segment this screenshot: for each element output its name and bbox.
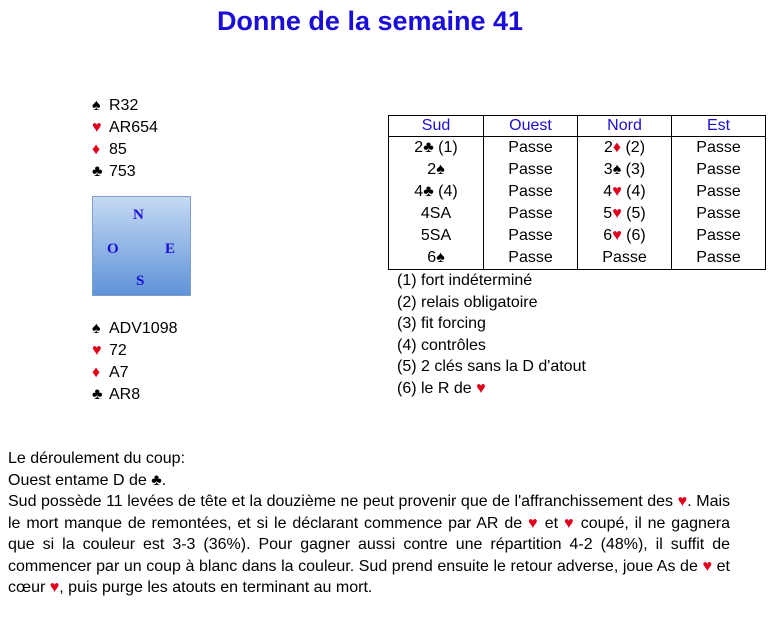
south-suit-line [92,362,178,384]
bidding-table [388,115,766,270]
bid-cell [672,203,766,225]
note-text: (5) 2 clés sans la D d'atout [397,358,586,375]
bid-cell [578,247,672,270]
bid-text: Passe [602,249,647,266]
bid-cell [389,137,484,160]
description-body [8,491,730,599]
card-holding: ADV1098 [109,320,178,337]
south-suit-line [92,318,178,340]
card-holding: AR654 [109,119,158,136]
bid-cell [389,159,484,181]
bid-note-ref: (3) [621,161,646,178]
bid-text: Passe [508,205,553,222]
bid-text: Passe [508,183,553,200]
bid-text: Passe [508,227,553,244]
heart-icon: ♥ [476,379,486,397]
note-item [397,313,586,335]
bid-cell [389,247,484,270]
bid-cell [578,159,672,181]
heart-icon: ♥ [563,514,575,532]
bid-text: Passe [696,227,741,244]
bid-text: 6 [427,249,437,266]
heart-icon: ♥ [92,342,102,359]
bid-note-ref: (4) [433,183,458,200]
bid-text: Passe [696,139,741,156]
north-suit-line [92,117,158,139]
heart-icon: ♥ [677,493,688,510]
bid-cell [484,247,578,270]
spade-icon: ♠ [92,97,101,114]
bid-text: 3 [603,161,613,178]
bid-text: 2 [414,139,424,156]
bid-cell [672,159,766,181]
note-item [397,270,586,292]
bidding-header-row [389,116,766,137]
bid-text: Passe [696,183,741,200]
bidding-row [389,225,766,247]
header-sud: Sud [389,116,484,137]
text-run: , puis purge les atouts en terminant au mort. [59,579,373,596]
text-run: Sud possède 11 levées de tête et la douzième ne peut provenir que de l'affranchissement des [8,493,678,510]
heart-icon: ♥ [612,227,622,244]
bid-cell [484,225,578,247]
play-description [8,448,730,599]
note-item [397,292,586,314]
compass-east: E [165,241,176,257]
header-est: Est [672,116,766,137]
bidding-row [389,137,766,160]
heart-icon: ♥ [92,119,102,136]
bid-text: 6 [603,227,613,244]
heart-icon: ♥ [702,557,713,575]
page-title: Donne de la semaine 41 [216,6,524,36]
bid-cell [389,181,484,203]
spade-icon: ♠ [436,249,445,266]
bid-text: Passe [508,249,553,266]
text-run: Ouest entame D de [8,471,152,489]
bid-note-ref: (5) [621,205,646,222]
bid-text: 4SA [420,205,452,222]
text-run: et [538,514,564,532]
bid-text: 2 [603,139,613,156]
diamond-icon: ♦ [92,141,101,158]
club-icon: ♣ [423,183,434,200]
card-holding: 85 [109,141,127,158]
bid-text: 4 [414,183,424,200]
description-heading: Le déroulement du coup: [8,450,186,467]
text-run: et cœur [8,557,731,596]
diamond-icon: ♦ [612,139,622,156]
bidding-row [389,181,766,203]
south-hand [92,318,178,406]
south-suit-line [92,384,178,406]
card-holding: R32 [109,97,139,114]
note-item [397,378,586,400]
bid-cell [389,203,484,225]
bid-text: 4 [603,183,613,200]
bid-cell [484,137,578,160]
bid-text: 5 [603,205,613,222]
bid-text: 2 [427,161,437,178]
bid-text: Passe [696,249,741,266]
bid-cell [484,159,578,181]
bid-cell [672,225,766,247]
bid-cell [484,203,578,225]
header-ouest: Ouest [484,116,578,137]
text-run: coupé, il ne gagnera que si la couleur est 3-3 (36%). Pour gagner aussi contre une répartition 4-2 (48%), il suffit de commencer par un coup à blanc dans la couleur. Sud prend ensuite le retour adverse, joue As de [8,514,731,575]
heart-icon: ♥ [527,514,539,532]
bid-text: Passe [696,205,741,222]
bid-cell [389,225,484,247]
heart-icon: ♥ [612,205,622,222]
header-nord: Nord [578,116,672,137]
spade-icon: ♠ [612,161,622,178]
club-icon: ♣ [92,163,103,180]
bid-cell [578,203,672,225]
note-text: (3) fit forcing [397,315,486,332]
bid-cell [672,181,766,203]
note-item [397,335,586,357]
bid-cell [672,137,766,160]
bid-cell [672,247,766,270]
bid-cell [578,137,672,160]
card-holding: AR8 [109,386,141,403]
note-text: (1) fort indéterminé [397,272,533,289]
club-icon: ♣ [151,471,162,489]
bid-cell [578,181,672,203]
card-holding: 753 [109,163,136,180]
south-suit-line [92,340,178,362]
note-text: (4) contrôles [397,336,486,354]
bid-note-ref: (1) [433,139,458,156]
opening-lead-line [8,470,730,492]
bid-text: Passe [508,139,553,156]
compass-south: S [136,273,145,289]
spade-icon: ♠ [436,161,445,178]
club-icon: ♣ [423,139,434,156]
bid-text: Passe [508,161,553,178]
heart-icon: ♥ [612,183,622,200]
bid-cell [484,181,578,203]
bidding-row [389,159,766,181]
note-text: (2) relais obligatoire [397,293,538,311]
text-run: . [161,471,167,489]
card-holding: A7 [109,364,129,381]
compass-box [92,196,191,296]
north-suit-line [92,161,158,183]
bidding-notes [397,270,586,399]
north-suit-line [92,95,158,117]
text-run: . Mais le mort manque de remontées, et si le déclarant commence par AR de [8,493,731,532]
bid-cell [578,225,672,247]
bid-note-ref: (4) [621,183,646,200]
card-holding: 72 [109,342,127,359]
bidding-row [389,247,766,270]
note-item [397,356,586,378]
club-icon: ♣ [92,386,103,403]
bid-text: 5SA [420,227,452,244]
bid-note-ref: (6) [621,227,646,244]
diamond-icon: ♦ [92,364,101,381]
compass-west: O [107,241,119,257]
bidding-row [389,203,766,225]
spade-icon: ♠ [92,320,101,337]
north-hand [92,95,158,183]
north-suit-line [92,139,158,161]
bid-note-ref: (2) [621,139,646,156]
note-text: (6) le R de [397,379,477,397]
heart-icon: ♥ [49,579,60,596]
compass-north: N [133,207,144,223]
bid-text: Passe [696,161,741,178]
